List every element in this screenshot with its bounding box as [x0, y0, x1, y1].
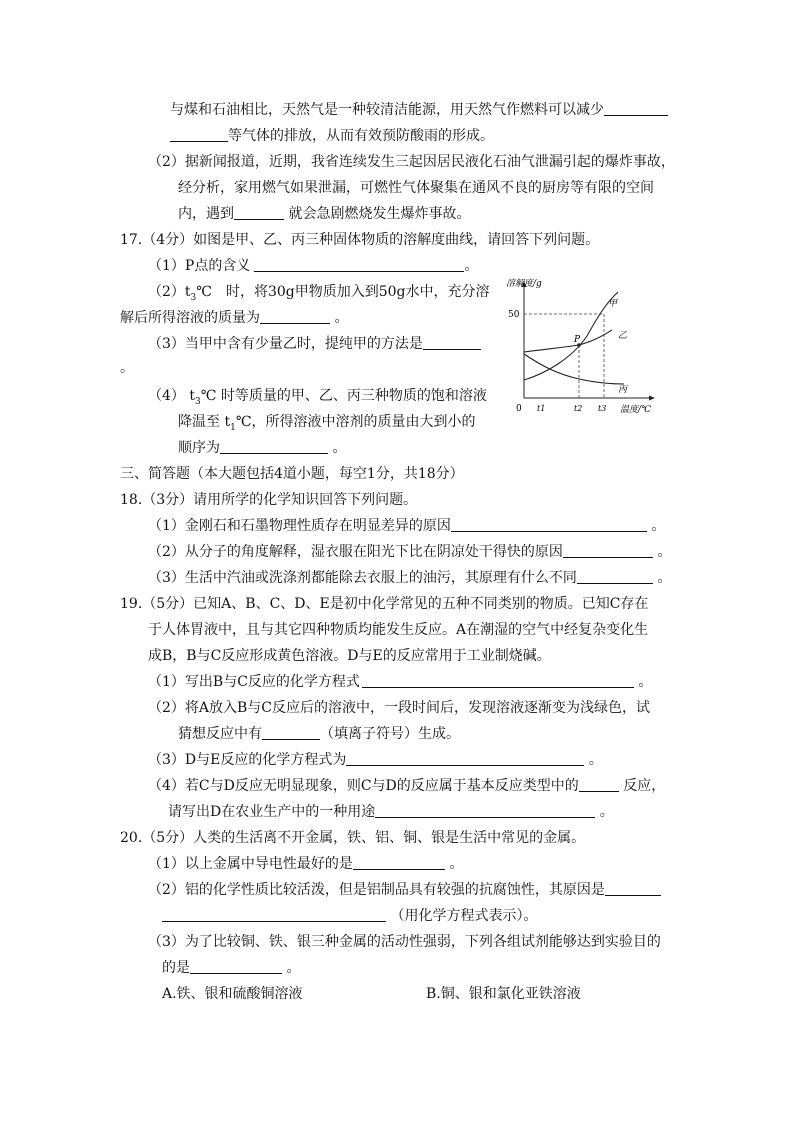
text: 。 [599, 804, 614, 820]
q20-option-a: A.铁、银和硫酸铜溶液 [162, 986, 303, 1002]
answer-blank[interactable] [605, 881, 661, 896]
text: 。 [449, 856, 464, 872]
answer-blank[interactable] [375, 803, 595, 818]
text: 解后所得溶液的质量为 [120, 310, 260, 326]
q17-part3-period: 。 [120, 360, 134, 376]
answer-blank[interactable] [220, 439, 328, 454]
q19-line3: 成B，B与C反应形成黄色溶液。D与E的反应常用于工业制烧碱。 [148, 648, 551, 664]
x-tick-t3: t3 [598, 404, 607, 413]
answer-blank[interactable] [423, 335, 481, 350]
q20-part2-line2 [162, 906, 537, 926]
q20-option-b: B.铜、银和氯化亚铁溶液 [426, 986, 581, 1002]
answer-blank[interactable] [254, 257, 464, 272]
text: 。 [464, 258, 479, 274]
intro-text: 与煤和石油相比，天然气是一种较清洁能源，用天然气作燃料可以减少 [170, 102, 604, 118]
q20-part3-line1: （3）为了比较铜、铁、银三种金属的活动性强弱，下列各组试剂能够达到实验目的 [148, 934, 661, 950]
solubility-chart [502, 278, 672, 428]
text: （4） t [148, 388, 195, 404]
text: 内，遇到 [178, 206, 234, 222]
q19-part1 [148, 672, 652, 692]
text: （2）从分子的角度解释，湿衣服在阳光下比在阴凉处干得快的原因 [148, 544, 563, 560]
q17-part4-line3 [178, 438, 346, 458]
text: （3）D与E反应的化学方程式为 [148, 752, 347, 768]
text: （1）以上金属中导电性最好的是 [148, 856, 353, 872]
answer-blank[interactable] [346, 751, 584, 766]
intro-line-1 [170, 100, 668, 120]
q17-stem: 17.（4分）如图是甲、乙、丙三种固体物质的溶解度曲线，请回答下列问题。 [120, 232, 600, 248]
q19-part4 [148, 776, 665, 796]
q18-part2 [148, 542, 671, 562]
text: 请写出D在农业生产中的一种用途 [168, 804, 376, 820]
q19-part3 [148, 750, 603, 770]
series-label-bing: 丙 [618, 385, 628, 395]
text: 。 [657, 544, 672, 560]
text: 。 [588, 752, 603, 768]
q17-part1 [148, 256, 478, 276]
point-p-label: P [574, 335, 581, 345]
text: ℃ 时等质量的甲、乙、丙三种物质的饱和溶液 [200, 388, 487, 404]
q20-part2 [148, 880, 661, 900]
answer-blank[interactable] [262, 725, 320, 740]
q17-part3 [148, 334, 481, 354]
y-tick-50: 50 [508, 310, 520, 320]
text: 降温至 t [178, 414, 231, 430]
text: 反应， [623, 778, 666, 794]
text: （3）生活中汽油或洗涤剂都能除去衣服上的油污，其原理有什么不同 [148, 570, 577, 586]
answer-blank[interactable] [362, 673, 634, 688]
answer-blank[interactable] [170, 127, 228, 142]
answer-blank[interactable] [190, 959, 282, 974]
section-3-title: 三、简答题（本大题包括4道小题，每空1分，共18分） [120, 466, 464, 482]
q19-part2-line1: （2）将A放入B与C反应后的溶液中，一段时间后，发现溶液逐渐变为浅绿色，试 [148, 700, 651, 716]
text: （1）写出B与C反应的化学方程式 [148, 674, 360, 690]
q16-part2-line1: （2）据新闻报道，近期，我省连续发生三起因居民液化石油气泄漏引起的爆炸事故， [148, 154, 675, 170]
q18-part1 [148, 516, 665, 536]
answer-blank[interactable] [353, 855, 445, 870]
text: （1）P点的含义 [148, 258, 251, 274]
text: （4）若C与D反应无明显现象，则C与D的反应属于基本反应类型中的 [148, 778, 579, 794]
text: 。 [334, 310, 349, 326]
text: 的是 [162, 960, 190, 976]
x-axis-label: 温度/℃ [620, 405, 652, 415]
text: 。 [286, 960, 301, 976]
x-axis-arrow [649, 396, 655, 401]
curve-yi [524, 330, 612, 352]
series-label-jia: 甲 [608, 299, 618, 309]
answer-blank[interactable] [451, 517, 647, 532]
text: 顺序为 [178, 440, 220, 456]
q20-part1 [148, 854, 463, 874]
text: 就会急剧燃烧发生爆炸事故。 [288, 206, 471, 222]
subscript: 3 [194, 396, 201, 407]
text: （1）金刚石和石墨物理性质存在明显差异的原因 [148, 518, 451, 534]
q18-stem: 18.（3分）请用所学的化学知识回答下列问题。 [120, 492, 418, 508]
intro-text: 等气体的排放，从而有效预防酸雨的形成。 [228, 128, 494, 144]
text: （填离子符号）生成。 [320, 726, 460, 742]
q17-part2-cont [120, 308, 348, 328]
q17-part4 [148, 386, 487, 412]
q17-part4-line2 [178, 412, 475, 438]
intro-line-2 [170, 126, 494, 146]
answer-blank[interactable] [563, 543, 653, 558]
text: 。 [651, 518, 666, 534]
q19-part2-line2 [178, 724, 460, 744]
q18-part3 [148, 568, 671, 588]
subscript: 1 [230, 422, 236, 433]
q20-part3-line2 [162, 958, 300, 978]
answer-blank[interactable] [260, 309, 330, 324]
answer-blank[interactable] [577, 569, 653, 584]
text: （3）当甲中含有少量乙时，提纯甲的方法是 [148, 336, 423, 352]
subscript: 3 [190, 292, 197, 303]
text: 。 [332, 440, 347, 456]
q16-part2-line2: 经分析，家用燃气如果泄漏，可燃性气体聚集在通风不良的厨房等有限的空间 [178, 180, 654, 196]
q19-line2: 于人体胃液中，且与其它四种物质均能发生反应。A在潮湿的空气中经复杂变化生 [148, 622, 649, 638]
origin-label: 0 [516, 404, 522, 414]
text: 。 [638, 674, 653, 690]
series-label-yi: 乙 [618, 331, 628, 341]
text: （2）铝的化学性质比较活泼，但是铝制品具有较强的抗腐蚀性，其原因是 [148, 882, 605, 898]
q19-part4-line2 [168, 802, 614, 822]
x-tick-t1: t1 [537, 404, 546, 413]
q16-part2-line3 [178, 204, 470, 224]
answer-blank[interactable] [234, 205, 284, 220]
q19-line1: 19.（5分）已知A、B、C、D、E是初中化学常见的五种不同类别的物质。已知C存在 [120, 596, 649, 612]
text: （2）t [148, 284, 191, 300]
answer-blank[interactable] [162, 907, 386, 922]
text: 猜想反应中有 [178, 726, 262, 742]
text: （用化学方程式表示）。 [390, 908, 538, 924]
x-tick-t2: t2 [574, 404, 583, 413]
text: ℃，所得溶液中溶剂的质量由大到小的 [235, 414, 476, 430]
q17-part2 [148, 282, 490, 308]
text: ℃ 时，将30g甲物质加入到50g水中，充分溶 [196, 284, 490, 300]
text: 。 [657, 570, 672, 586]
curve-bing [524, 354, 624, 384]
y-axis-label: 溶解度/g [506, 279, 542, 289]
answer-blank[interactable] [579, 777, 619, 792]
answer-blank[interactable] [604, 101, 668, 116]
q20-stem: 20.（5分）人类的生活离不开金属，铁、铝、铜、银是生活中常见的金属。 [120, 830, 586, 846]
